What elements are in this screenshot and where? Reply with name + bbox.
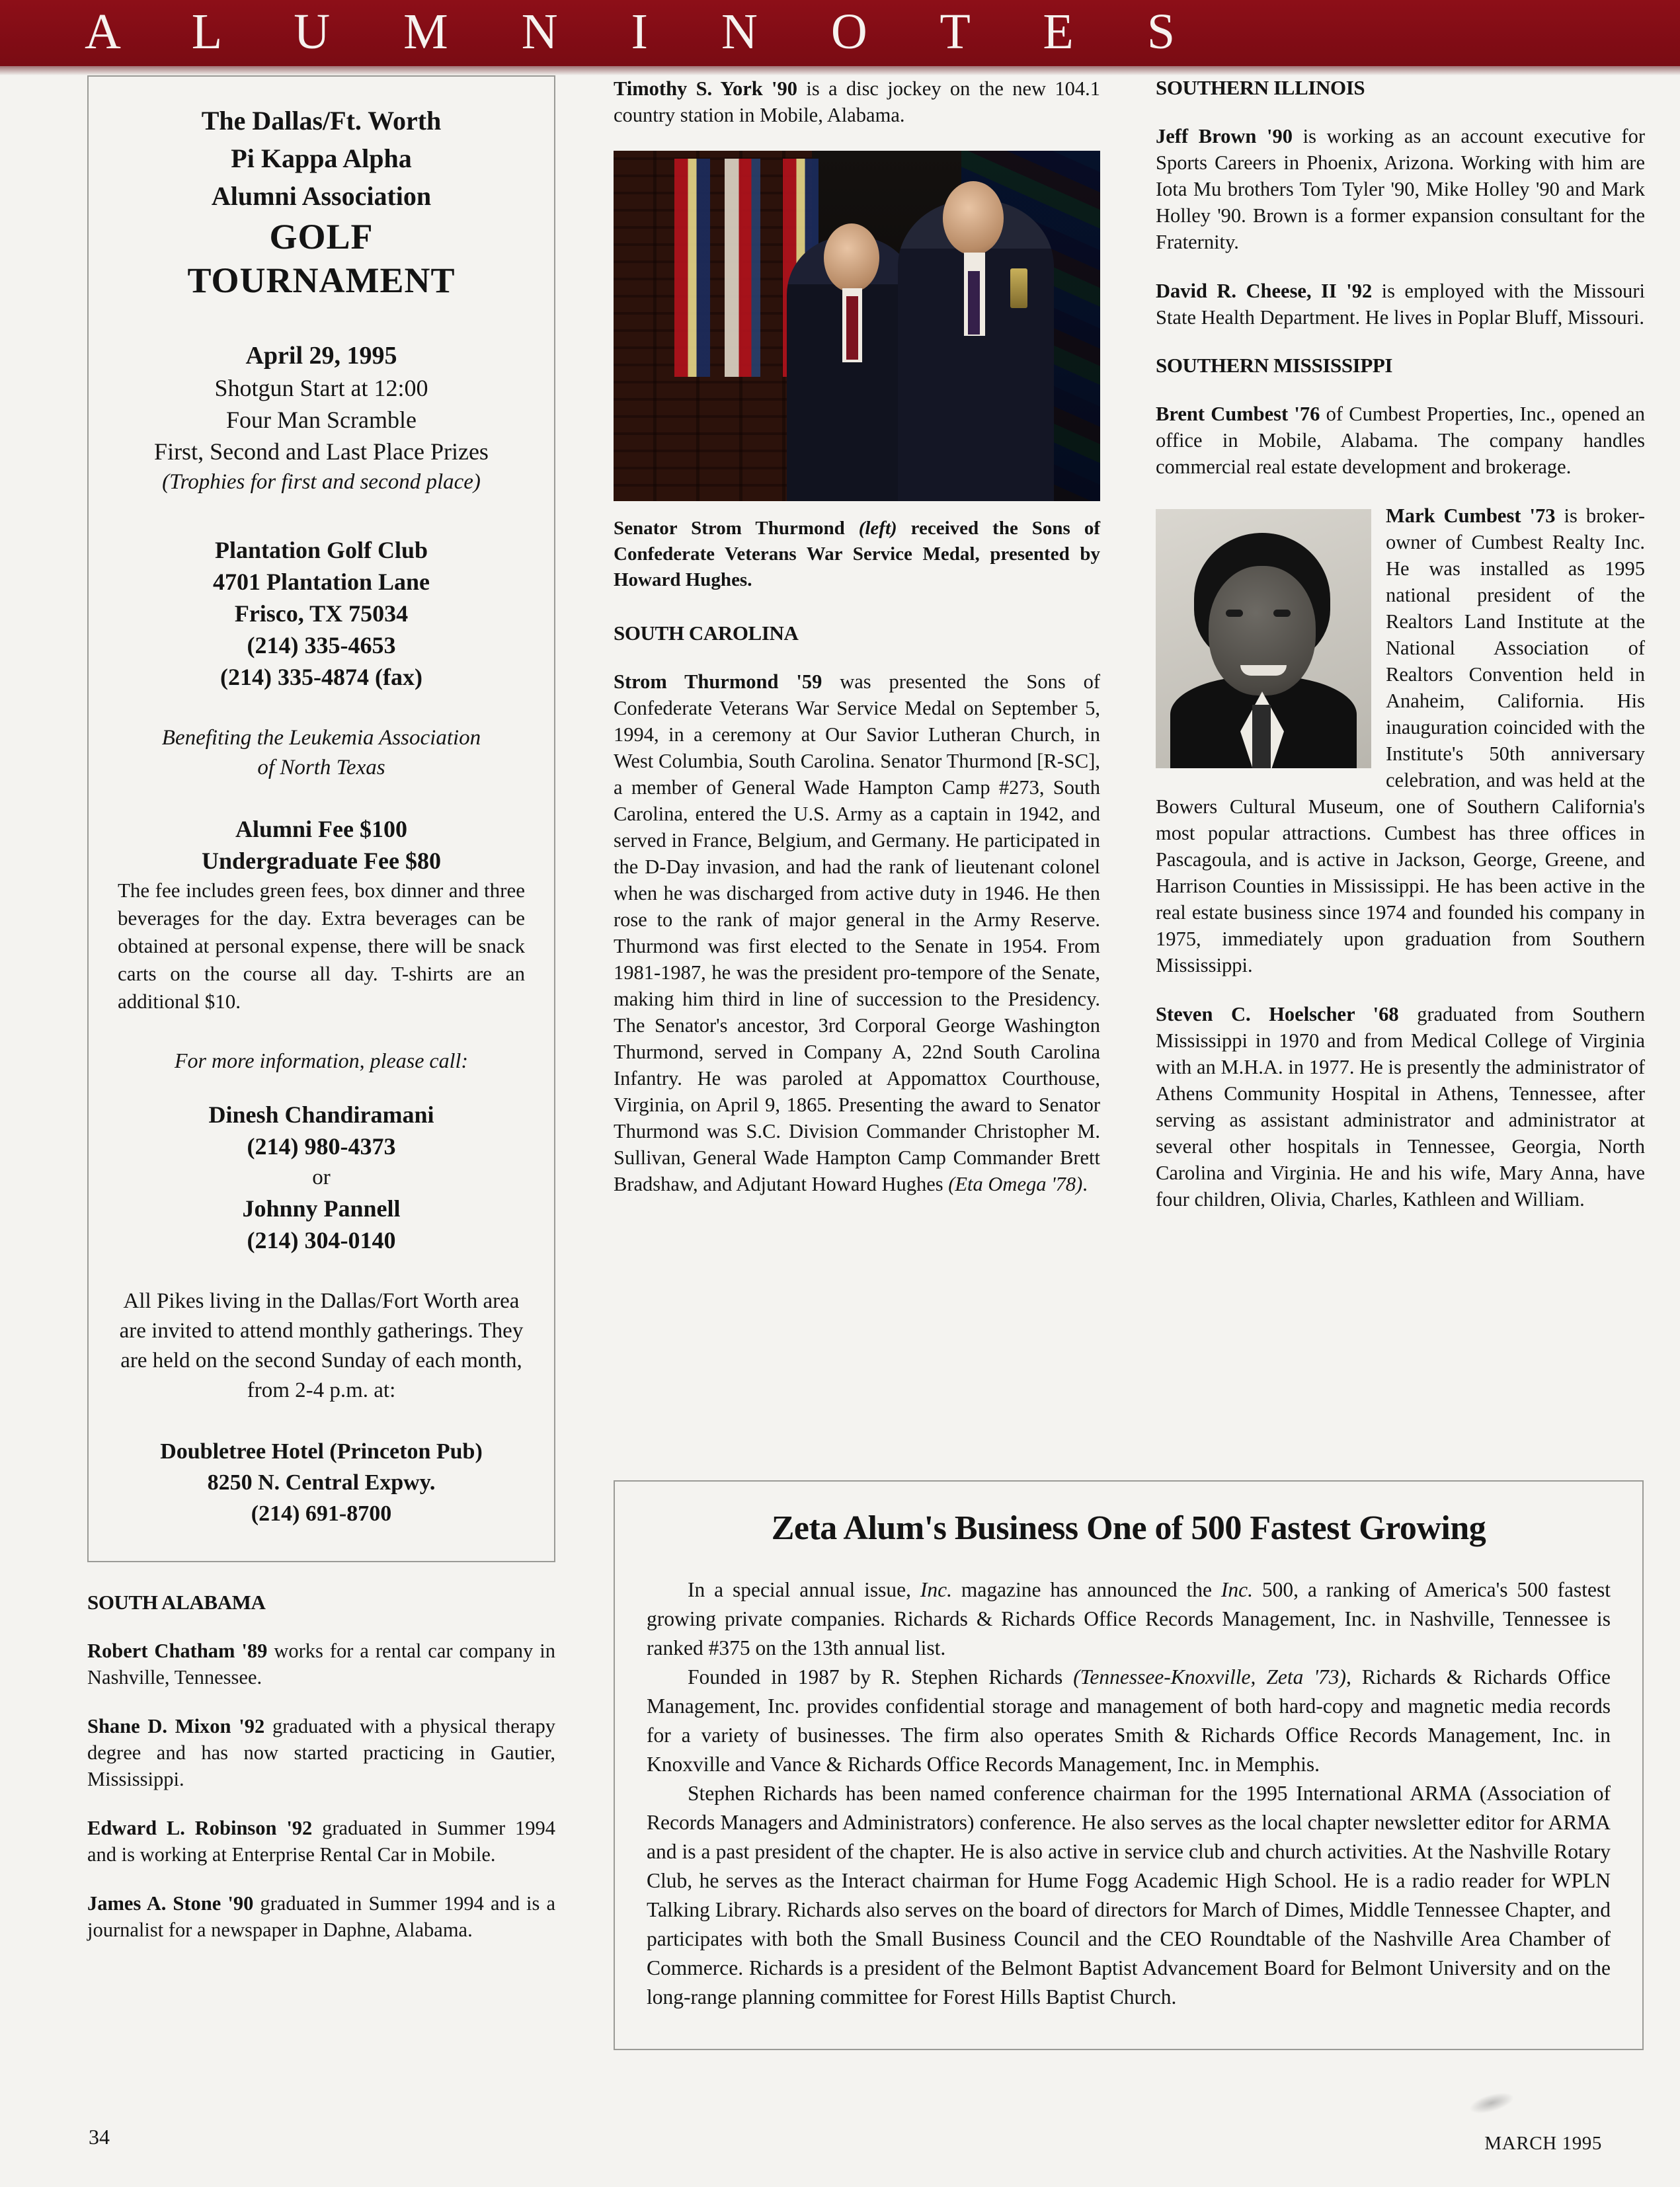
feature-p1-a: In a special annual issue, (688, 1578, 920, 1601)
entry-body: of Cumbest Properties, Inc., opened an office in Mobile, Alabama. The company handles commercial real estate development and brokerage. (1156, 403, 1645, 478)
entry-body: graduated in Summer 1994 and is a journalist for a newspaper in Daphne, Alabama. (87, 1892, 555, 1941)
entry-body: graduated in Summer 1994 and is working at Enterprise Rental Car in Mobile. (87, 1817, 555, 1866)
feature-paragraph-1 (647, 1575, 1611, 1663)
entry-lead-name: Edward L. Robinson '92 (87, 1817, 313, 1839)
entry-lead-name: Brent Cumbest '76 (1156, 403, 1320, 425)
entry-body: graduated with a physical therapy degree and has now started practicing in Gautier, Mississippi. (87, 1715, 555, 1790)
alumni-entry (1156, 278, 1645, 331)
ad-contact-1-phone: (214) 980-4373 (247, 1133, 396, 1160)
feature-paragraph-2 (647, 1663, 1611, 1779)
alumni-entry (87, 1713, 555, 1792)
feature-p2-a: Founded in 1987 by R. Stephen Richards (688, 1665, 1074, 1689)
ad-event-date: April 29, 1995 (245, 342, 397, 370)
caption-part-2: received the Sons of Confederate Veterans War Service Medal, presented by Howard Hughes. (614, 518, 1100, 590)
entry-lead-name: Mark Cumbest '73 (1386, 504, 1556, 527)
ad-fee-details: The fee includes green fees, box dinner and three beverages for the day. Extra beverages can be obtained at personal expense, there will be snack carts on the course all day. T-shirts are an additional $10. (118, 879, 525, 1013)
section-heading-south-alabama: SOUTH ALABAMA (87, 1591, 266, 1614)
feature-title: Zeta Alum's Business One of 500 Fastest Growing (771, 1509, 1486, 1547)
ad-or-separator: or (312, 1166, 331, 1189)
feature-p1-italic-inc-2: Inc. (1220, 1578, 1254, 1601)
alumni-entry-with-photo (1156, 502, 1645, 978)
photo-head-right (943, 181, 1004, 255)
ad-hotel-name: Doubletree Hotel (Princeton Pub) (160, 1439, 483, 1464)
strom-thurmond-photo (614, 151, 1100, 501)
alumni-entry (1156, 401, 1645, 480)
left-column (87, 75, 555, 1966)
ad-benefit-line-1: Benefiting the Leukemia Association (161, 726, 481, 750)
issue-date: MARCH 1995 (1484, 2133, 1602, 2154)
ad-monthly-gatherings: All Pikes living in the Dallas/Fort Worth area are invited to attend monthly gatherings. They are held on the second Sunday of each month, from 2-4 p.m. at: (119, 1289, 524, 1402)
portrait-mouth (1240, 665, 1287, 676)
ad-golf-word: GOLF (269, 217, 374, 257)
masthead-title: A L U M N I N O T E S (85, 3, 1206, 60)
ad-benefit-line-2: of North Texas (257, 756, 385, 779)
right-column (1156, 75, 1645, 1235)
ad-tournament-word: TOURNAMENT (187, 260, 456, 300)
entry-body: was presented the Sons of Confederate Veterans War Service Medal on September 5, 1994, in a ceremony at Our Savior Lutheran Church, in West Columbia, South Carolina. Senator Thurmond [R-SC], a member of General Wade Hampton Camp #273, South Carolina, entered the U.S. Army as a captain in 1942, and served in France, Belgium, and Germany. He participated in the D-Day invasion, and had the rank of lieutenant colonel when he was discharged from active duty in 1946. He then rose to the rank of major general in the Army Reserve. Thurmond was first elected to the Senate in 1954. From 1981-1987, he was the president pro-tempore of the Senate, making him third in line of succession to the Presidency. The Senator's ancestor, 3rd Corporal George Washington Thurmond, served in Company A, 22nd South Carolina Infantry. He was paroled at Appomattox Courthouse, Virginia, on April 9, 1865. Presenting the award to Senator Thurmond was S.C. Division Commander Christopher M. Sullivan, General Wade Hampton Camp Commander Brett Bradshaw, and Adjutant Howard Hughes (614, 670, 1100, 1195)
alumni-entry (614, 75, 1100, 128)
feature-p2-b: , Richards & Richards Office Management, Inc. provides confidential storage and management of both hard-copy and magnetic media records for a variety of businesses. The firm also operates Smith & Richards Office Records Management, Inc. in Knoxville and Vance & Richards Office Records Management, Inc. in Memphis. (647, 1665, 1611, 1776)
entry-body: is a disc jockey on the new 104.1 country station in Mobile, Alabama. (614, 77, 1100, 126)
alumni-entry (1156, 1001, 1645, 1213)
photo-caption (614, 516, 1100, 593)
masthead-banner (0, 0, 1680, 66)
entry-lead-name: David R. Cheese, II '92 (1156, 280, 1373, 302)
ad-line-2: Pi Kappa Alpha (231, 143, 412, 173)
page-number: 34 (89, 2125, 110, 2149)
section-heading-southern-mississippi: SOUTHERN MISSISSIPPI (1156, 354, 1393, 377)
photo-tie-left (846, 296, 858, 360)
entry-lead-name: Shane D. Mixon '92 (87, 1715, 265, 1737)
mark-cumbest-photo (1156, 509, 1371, 768)
entry-lead-name: Strom Thurmond '59 (614, 670, 822, 693)
alumni-entry (614, 668, 1100, 1197)
golf-tournament-ad (87, 75, 555, 1562)
alumni-entry (1156, 123, 1645, 255)
entry-body: is broker-owner of Cumbest Realty Inc. He was installed as 1995 national president of the Realtors Land Institute at the National Association of Realtors Convention held in Anaheim, California. His inauguration coincided with the Institute's 50th anniversary celebration, and was held at the Bowers Cultural Museum, one of Southern California's most popular attractions. Cumbest has three offices in Pascagoula, and is active in Jackson, George, Greene, and Harrison Counties in Mississippi. He has been active in the real estate business since 1974 and founded his company in 1975, immediately upon graduation from Southern Mississippi. (1156, 504, 1645, 976)
entry-italic-chapter: (Eta Omega '78) (948, 1173, 1083, 1195)
ad-contact-2-phone: (214) 304-0140 (247, 1227, 396, 1253)
entry-body: works for a rental car company in Nashville, Tennessee. (87, 1640, 555, 1689)
portrait-eye (1226, 610, 1243, 617)
ad-hotel-phone: (214) 691-8700 (251, 1501, 392, 1526)
photo-brick-wall (614, 151, 812, 501)
ad-line-1: The Dallas/Ft. Worth (201, 106, 442, 136)
feature-p2-italic-chapter: (Tennessee-Knoxville, Zeta '73) (1073, 1665, 1346, 1689)
caption-italic-left: (left) (858, 518, 897, 539)
alumni-entry (87, 1638, 555, 1690)
entry-lead-name: Timothy S. York '90 (614, 77, 798, 100)
entry-lead-name: Jeff Brown '90 (1156, 125, 1293, 147)
entry-lead-name: Robert Chatham '89 (87, 1640, 268, 1662)
ad-format: Four Man Scramble (226, 407, 417, 433)
ad-start-time: Shotgun Start at 12:00 (214, 375, 428, 401)
entry-body: is working as an account executive for Sports Careers in Phoenix, Arizona. Working with him are Iota Mu brothers Tom Tyler '90, Mike Holley '90 and Mark Holley '90. Brown is a former expansion consultant for the Fraternity. (1156, 125, 1645, 253)
alumni-entry (87, 1815, 555, 1868)
feature-p1-c: 500, a ranking of America's 500 fastest growing private companies. Richards & Richards Office Records Management, Inc. in Nashville, Tennessee is ranked #375 on the 13th annual list. (647, 1578, 1611, 1659)
ad-venue-name: Plantation Golf Club (214, 537, 428, 563)
masthead-shadow (0, 66, 1680, 75)
ad-venue-fax: (214) 335-4874 (fax) (220, 664, 422, 690)
ad-hotel-street: 8250 N. Central Expwy. (207, 1470, 436, 1495)
feature-article-box (614, 1480, 1644, 2050)
section-heading-south-carolina: SOUTH CAROLINA (614, 621, 799, 645)
photo-head-left (824, 223, 879, 292)
entry-lead-name: Steven C. Hoelscher '68 (1156, 1003, 1399, 1025)
portrait-eye (1273, 610, 1291, 617)
ad-prizes: First, Second and Last Place Prizes (154, 438, 489, 465)
portrait-tie (1252, 705, 1271, 768)
ad-call-prompt: For more information, please call: (174, 1049, 469, 1072)
entry-body: is employed with the Missouri State Health Department. He lives in Poplar Bluff, Missouri. (1156, 280, 1645, 329)
feature-p1-b: magazine has announced the (951, 1578, 1221, 1601)
portrait-face (1209, 566, 1316, 696)
section-heading-southern-illinois: SOUTHERN ILLINOIS (1156, 76, 1365, 99)
entry-lead-name: James A. Stone '90 (87, 1892, 254, 1915)
photo-medal (1010, 268, 1027, 308)
ad-venue-street: 4701 Plantation Lane (212, 569, 430, 595)
alumni-entry (87, 1890, 555, 1943)
photo-flag (674, 159, 710, 377)
photo-tie-right (968, 271, 980, 335)
ad-fee-alumni: Alumni Fee $100 (235, 816, 407, 842)
feature-p1-italic-inc: Inc. (920, 1578, 952, 1601)
entry-body: graduated from Southern Mississippi in 1970 and from Medical College of Virginia with an M.H.A. in 1977. He is presently the administrator of Athens Community Hospital in Athens, Tennessee, after serving as assistant administrator and administrator at several other hospitals in Tennessee, Georgia, North Carolina and Virginia. He and his wife, Mary Anna, have four children, Olivia, Charles, Kathleen and William. (1156, 1003, 1645, 1211)
photo-flag (725, 159, 760, 377)
ad-contact-1-name: Dinesh Chandiramani (208, 1101, 434, 1128)
ad-trophies-note: (Trophies for first and second place) (162, 470, 481, 494)
ad-line-3: Alumni Association (211, 181, 432, 211)
ad-contact-2-name: Johnny Pannell (242, 1195, 401, 1222)
ad-venue-city: Frisco, TX 75034 (234, 600, 409, 627)
ad-venue-phone: (214) 335-4653 (247, 632, 396, 658)
entry-tail: . (1082, 1173, 1088, 1195)
ad-fee-undergrad: Undergraduate Fee $80 (202, 848, 441, 874)
middle-column (614, 75, 1100, 1220)
caption-part-1: Senator Strom Thurmond (614, 518, 859, 539)
feature-paragraph-3: Stephen Richards has been named conference chairman for the 1995 International ARMA (Association of Records Managers and Administrators) conference. He also serves as the local chapter newsletter editor for ARMA and is a past president of the chapter. He is also active in service club and church activities. At the Nashville Rotary Club, he serves as the Interact chairman for Hume Fogg Academic High School. He is a radio reader for WPLN Talking Library. Richards also serves on the board of directors for March of Dimes, Middle Tennessee Chapter, and participates with both the Small Business Council and the CEO Roundtable of the Nashville Area Chamber of Commerce. Richards is a president of the Belmont Baptist Advancement Board for Belmont University and on the long-range planning committee for Forest Hills Baptist Church. (647, 1782, 1611, 2008)
